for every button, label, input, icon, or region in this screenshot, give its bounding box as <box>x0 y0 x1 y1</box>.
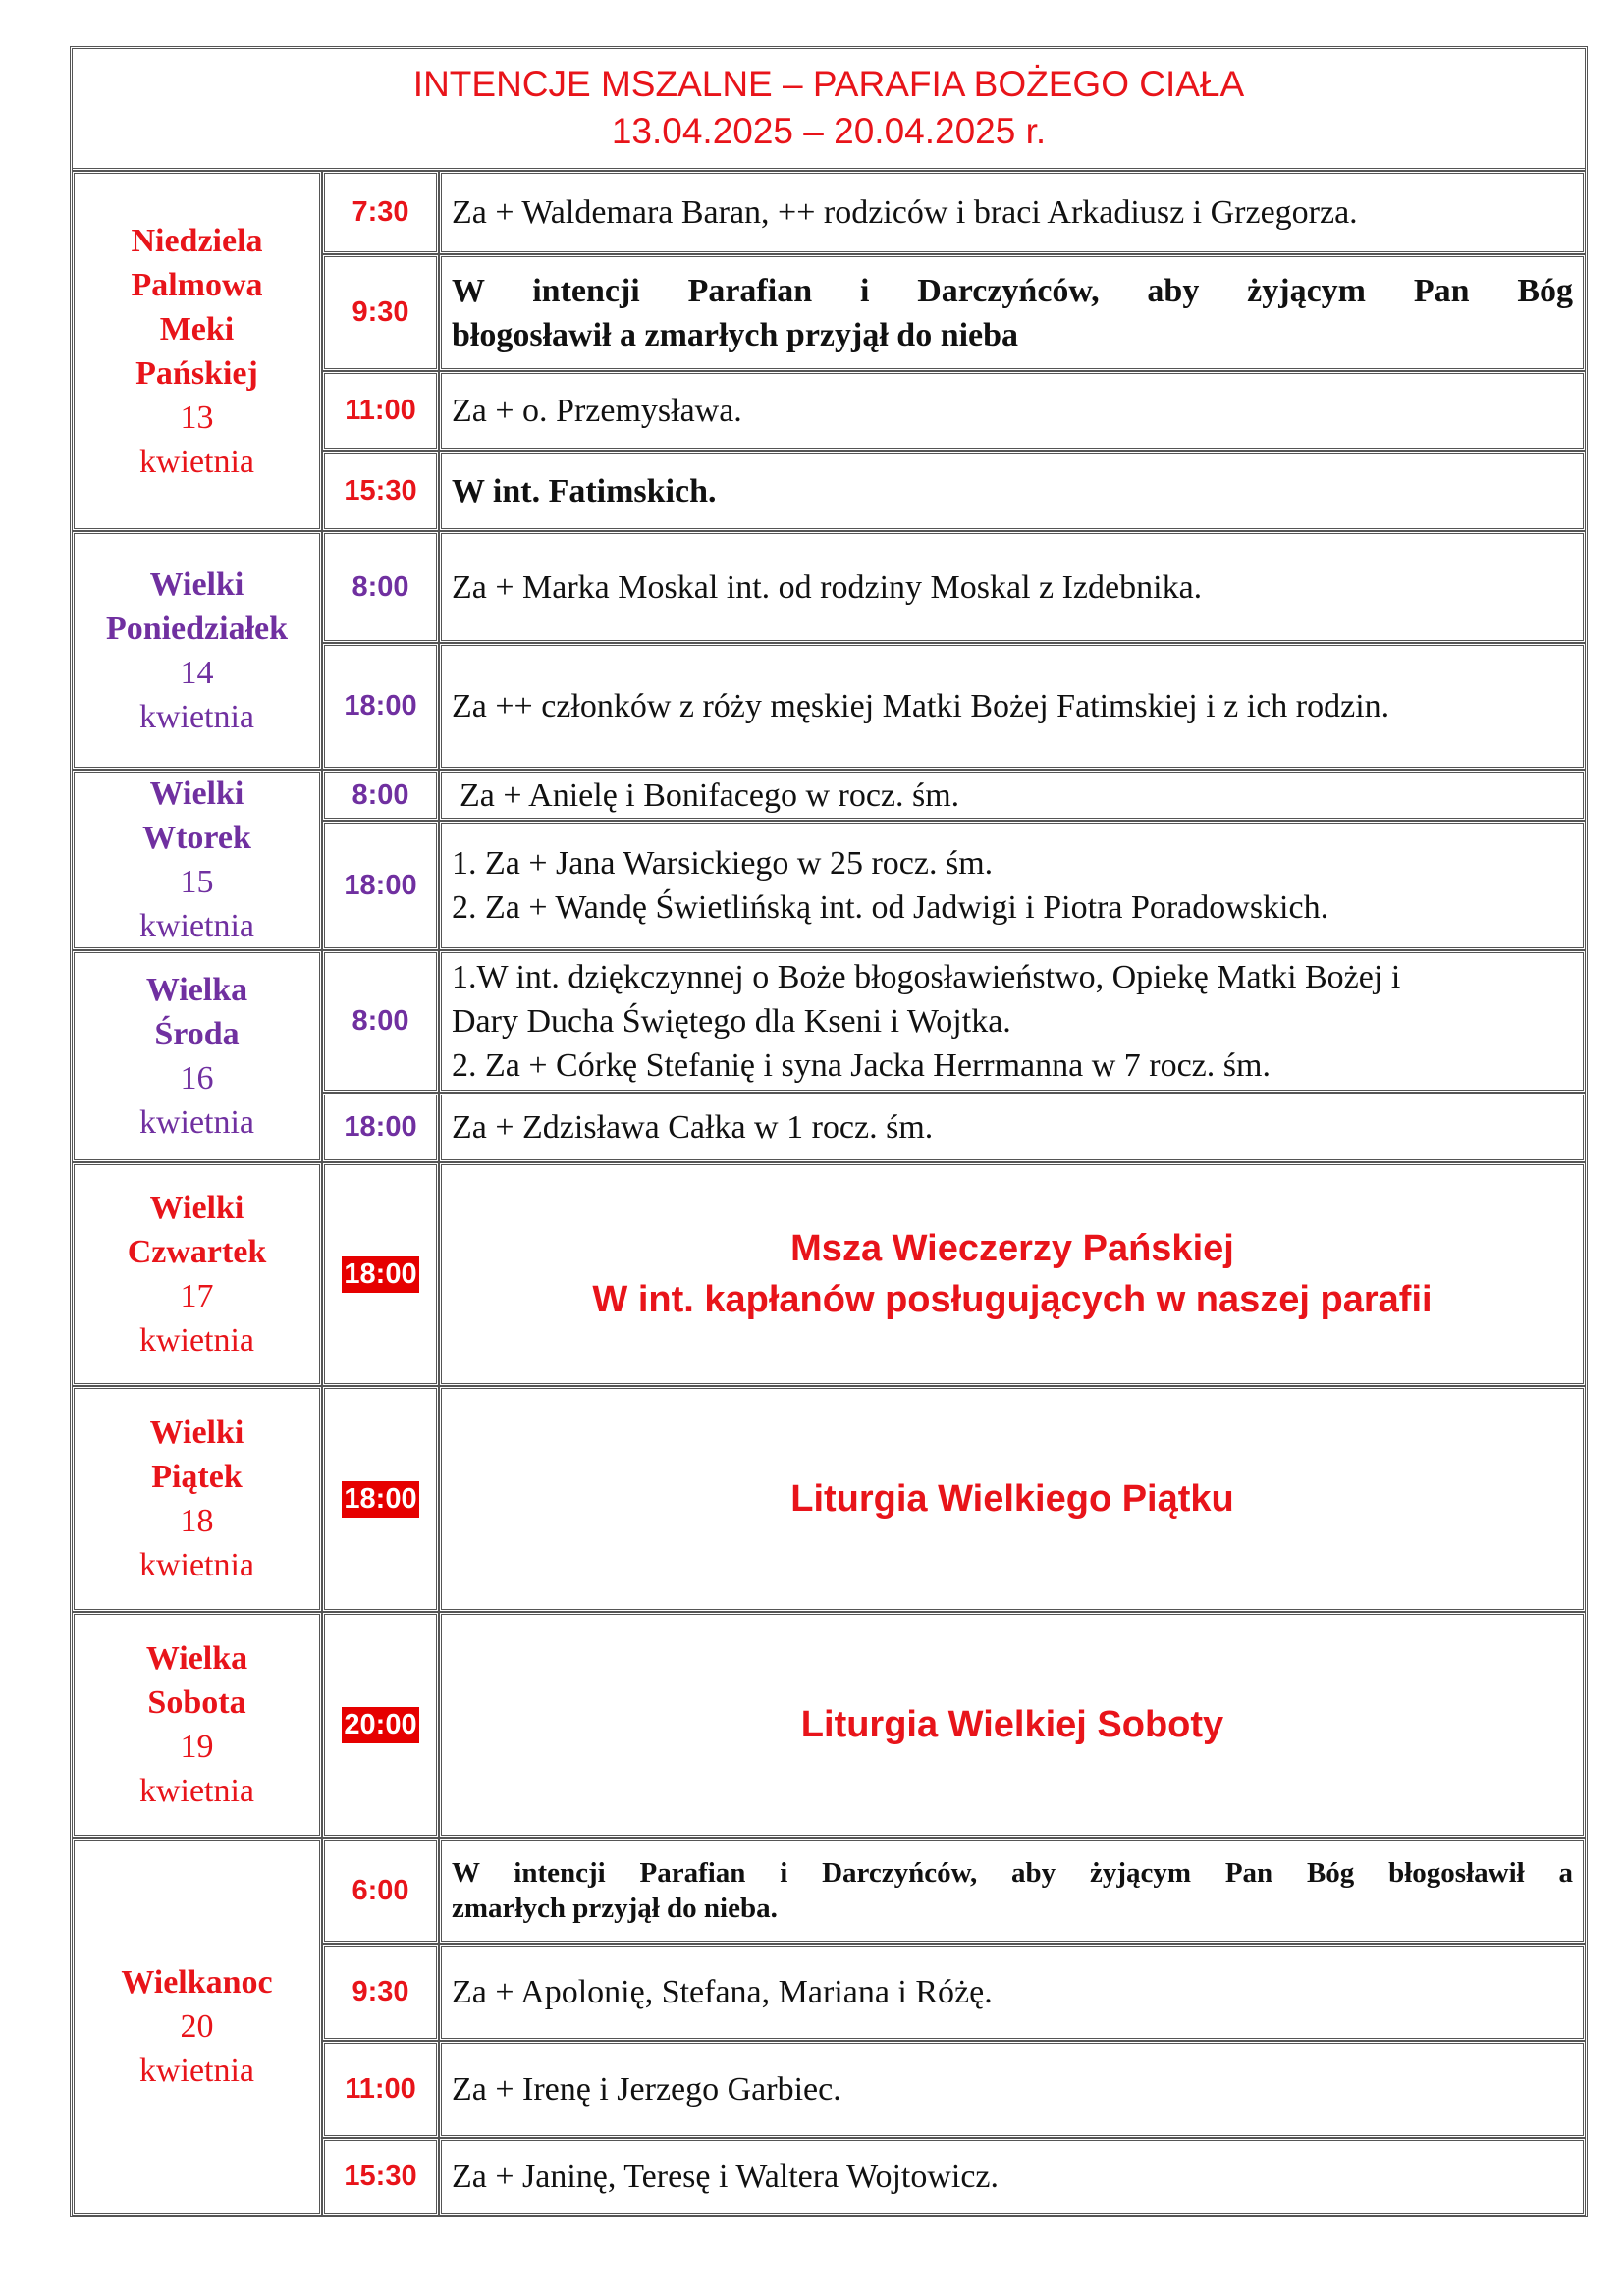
day-name: Wielka <box>145 972 248 1008</box>
mass-intention: Za + Irenę i Jerzego Garbiec. <box>439 2041 1586 2138</box>
day-number: 15 <box>180 864 214 900</box>
mass-time-highlighted: 18:00 <box>322 1162 439 1386</box>
liturgy-title: Liturgia Wielkiego Piątku <box>439 1386 1586 1612</box>
day-name: Pańskiej <box>135 354 258 392</box>
day-cell-holy-wednesday <box>72 950 322 1162</box>
day-month: kwietnia <box>138 1547 255 1583</box>
day-month: kwietnia <box>138 698 255 735</box>
mass-time: 11:00 <box>322 371 439 451</box>
mass-time: 18:00 <box>322 821 439 950</box>
day-name: Wielkanoc <box>121 1964 273 2001</box>
mass-intention: Za + Apolonię, Stefana, Mariana i Różę. <box>439 1944 1586 2041</box>
date-range: 13.04.2025 – 20.04.2025 r. <box>611 111 1047 151</box>
day-number: 20 <box>180 2008 214 2045</box>
day-name: Wielka <box>145 1640 248 1677</box>
mass-time: 8:00 <box>322 531 439 643</box>
day-name: Wielki <box>149 1190 244 1226</box>
day-number: 18 <box>180 1503 214 1539</box>
page-title: INTENCJE MSZALNE – PARAFIA BOŻEGO CIAŁA <box>412 64 1245 104</box>
day-month: kwietnia <box>138 1322 255 1359</box>
mass-time: 15:30 <box>322 451 439 531</box>
mass-intention: 1.W int. dziękczynnej o Boże błogosławieństwo, Opiekę Matki Bożej i Dary Ducha Świętego dla Kseni i Wojtka. 2. Za + Córkę Stefanię i syna Jacka Herrmanna w 7 rocz. śm. <box>439 950 1586 1093</box>
mass-intention: Za + Zdzisława Całka w 1 rocz. śm. <box>439 1093 1586 1162</box>
day-name: Piątek <box>151 1459 243 1495</box>
mass-intention: Za + Janinę, Teresę i Waltera Wojtowicz. <box>439 2138 1586 2216</box>
day-cell-good-friday <box>72 1386 322 1612</box>
day-number: 19 <box>180 1729 214 1765</box>
day-cell-palm-sunday <box>72 171 322 531</box>
day-name: Wielki <box>149 1415 244 1451</box>
day-name: Palmowa <box>131 266 263 303</box>
mass-time: 8:00 <box>322 770 439 821</box>
mass-intention: 1. Za + Jana Warsickiego w 25 rocz. śm. 2. Za + Wandę Świetlińską int. od Jadwigi i Piotra Poradowskich. <box>439 821 1586 950</box>
day-month: kwietnia <box>138 443 255 480</box>
mass-time: 8:00 <box>322 950 439 1093</box>
page-header <box>72 48 1586 171</box>
day-month: kwietnia <box>138 2053 255 2089</box>
day-cell-holy-thursday <box>72 1162 322 1386</box>
day-name: Meki <box>159 310 235 347</box>
mass-intention: Za ++ członków z róży męskiej Matki Bożej Fatimskiej i z ich rodzin. <box>439 643 1586 770</box>
day-name: Czwartek <box>127 1234 267 1270</box>
mass-intention: W intencji Parafian i Darczyńców, aby żyjącym Pan Bóg błogosławił a zmarłych przyjął do nieba <box>439 254 1586 371</box>
liturgy-title: Msza Wieczerzy Pańskiej W int. kapłanów posługujących w naszej parafii <box>439 1162 1586 1386</box>
mass-time: 18:00 <box>322 643 439 770</box>
day-name: Wielki <box>149 775 244 812</box>
day-number: 14 <box>180 654 214 691</box>
day-cell-holy-monday <box>72 531 322 770</box>
day-number: 17 <box>180 1278 214 1314</box>
mass-time: 9:30 <box>322 1944 439 2041</box>
day-name: Wielki <box>149 565 244 603</box>
day-month: kwietnia <box>138 1773 255 1809</box>
mass-time: 6:00 <box>322 1838 439 1944</box>
day-name: Poniedziałek <box>105 610 289 647</box>
liturgy-title: Liturgia Wielkiej Soboty <box>439 1612 1586 1838</box>
mass-intention: Za + o. Przemysława. <box>439 371 1586 451</box>
mass-time: 7:30 <box>322 171 439 254</box>
mass-intention: Za + Marka Moskal int. od rodziny Moskal z Izdebnika. <box>439 531 1586 643</box>
day-month: kwietnia <box>138 1104 255 1141</box>
mass-time: 9:30 <box>322 254 439 371</box>
day-cell-easter <box>72 1838 322 2216</box>
mass-time: 11:00 <box>322 2041 439 2138</box>
day-cell-holy-saturday <box>72 1612 322 1838</box>
day-name: Niedziela <box>131 222 263 259</box>
mass-time: 18:00 <box>322 1093 439 1162</box>
mass-intention: W intencji Parafian i Darczyńców, aby żyjącym Pan Bóg błogosławił a zmarłych przyjął do nieba. <box>439 1838 1586 1944</box>
mass-intention: Za + Waldemara Baran, ++ rodziców i braci Arkadiusz i Grzegorza. <box>439 171 1586 254</box>
mass-intention: W int. Fatimskich. <box>439 451 1586 531</box>
mass-time-highlighted: 20:00 <box>322 1612 439 1838</box>
mass-time-highlighted: 18:00 <box>322 1386 439 1612</box>
day-number: 16 <box>180 1060 214 1096</box>
day-number: 13 <box>180 399 214 436</box>
mass-intention: Za + Anielę i Bonifacego w rocz. śm. <box>439 770 1586 821</box>
day-name: Środa <box>154 1016 240 1052</box>
mass-time: 15:30 <box>322 2138 439 2216</box>
day-name: Sobota <box>147 1684 246 1721</box>
day-cell-holy-tuesday <box>72 770 322 950</box>
day-month: kwietnia <box>138 908 255 944</box>
day-name: Wtorek <box>142 820 251 856</box>
